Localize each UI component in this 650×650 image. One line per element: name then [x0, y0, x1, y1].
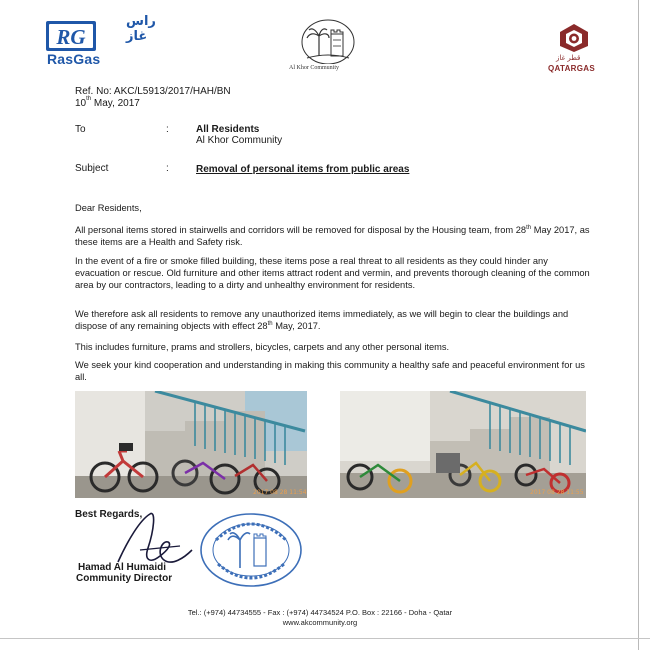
childrens-bikes-stairwell-image [340, 391, 586, 498]
rasgas-logo [46, 14, 156, 67]
scan-edge-right [638, 0, 639, 650]
bicycles-stairwell-image [75, 391, 307, 498]
paragraph-request [75, 308, 595, 332]
reference-number: Ref. No: AKC/L5913/2017/HAH/BN [75, 86, 231, 97]
al-khor-community-caption: Al Khor Community [289, 65, 340, 71]
p3-text-a: We therefore ask all residents to remove any unauthorized items immediately, as we will begin to clear the buildings and dispose of any remaining objects with effect 28 [75, 309, 569, 331]
date-day: 10 [75, 98, 87, 109]
al-khor-community-logo [285, 18, 371, 82]
date-rest: May, 2017 [91, 98, 140, 109]
community-stamp [196, 510, 306, 590]
subject-colon: : [166, 163, 169, 174]
letter-date [75, 98, 140, 109]
paragraph-cooperation: We seek your kind cooperation and understanding in making this community a healthy safe and peaceful environment for us all. [75, 360, 585, 382]
palm-tower-icon [285, 18, 371, 64]
closing-regards: Best Regards, [75, 509, 143, 520]
stairwell-photo-right [340, 391, 586, 498]
svg-text:RG: RG [56, 25, 86, 49]
p1-text-b: May 2017, as these items are a Health and Safety risk. [75, 225, 590, 247]
qatargas-arabic-text: قطر غاز [556, 54, 581, 62]
to-colon: : [166, 124, 169, 135]
greeting: Dear Residents, [75, 203, 142, 213]
p1-sup: th [526, 225, 532, 231]
signatory-title: Community Director [76, 573, 173, 584]
scan-edge-bottom [0, 638, 650, 639]
qatargas-wordmark: QATARGAS [548, 64, 595, 73]
p3-text-b: May, 2017. [272, 321, 321, 331]
date-suffix: th [86, 96, 92, 102]
paragraph-fire-risk: In the event of a fire or smoke filled building, these items pose a real threat to all residents as they could hinder any evacuation or rescue. Old furniture and other items attract rodent and vermin, and prevents thorough cleaning of the common area by our contractors, leading to a dirty and unhealthy environment for residents. [75, 256, 590, 290]
signatory-name: Hamad Al Humaidi [78, 562, 166, 573]
photo-left-timestamp: 2017 08 28 11:54 [253, 489, 307, 496]
p3-sup: th [267, 321, 273, 327]
paragraph-removal-notice [75, 224, 595, 248]
stairwell-photo-left [75, 391, 307, 498]
rasgas-mark-icon [46, 21, 96, 51]
subject-text: Removal of personal items from public areas [196, 164, 410, 175]
qatargas-mark-icon [556, 22, 592, 54]
footer-website[interactable]: www.akcommunity.org [282, 618, 358, 627]
photo-right-timestamp: 2017 08 28 11:55 [530, 489, 584, 496]
recipient: All Residents [196, 124, 260, 135]
recipient-community: Al Khor Community [196, 135, 283, 146]
paragraph-items-list: This includes furniture, prams and strollers, bicycles, carpets and any other personal items. [75, 342, 450, 352]
qatargas-logo [546, 22, 604, 74]
rasgas-arabic-text: راس غاز [126, 14, 156, 44]
to-label: To [75, 124, 86, 135]
rasgas-wordmark: RasGas [47, 51, 101, 67]
footer-contact: Tel.: (+974) 44734555 - Fax : (+974) 44734524 P.O. Box : 22166 - Doha - Qatar [187, 608, 453, 617]
subject-label: Subject [75, 163, 109, 174]
p1-text-a: All personal items stored in stairwells and corridors will be removed for disposal by the Housing team, from 28 [75, 225, 527, 235]
